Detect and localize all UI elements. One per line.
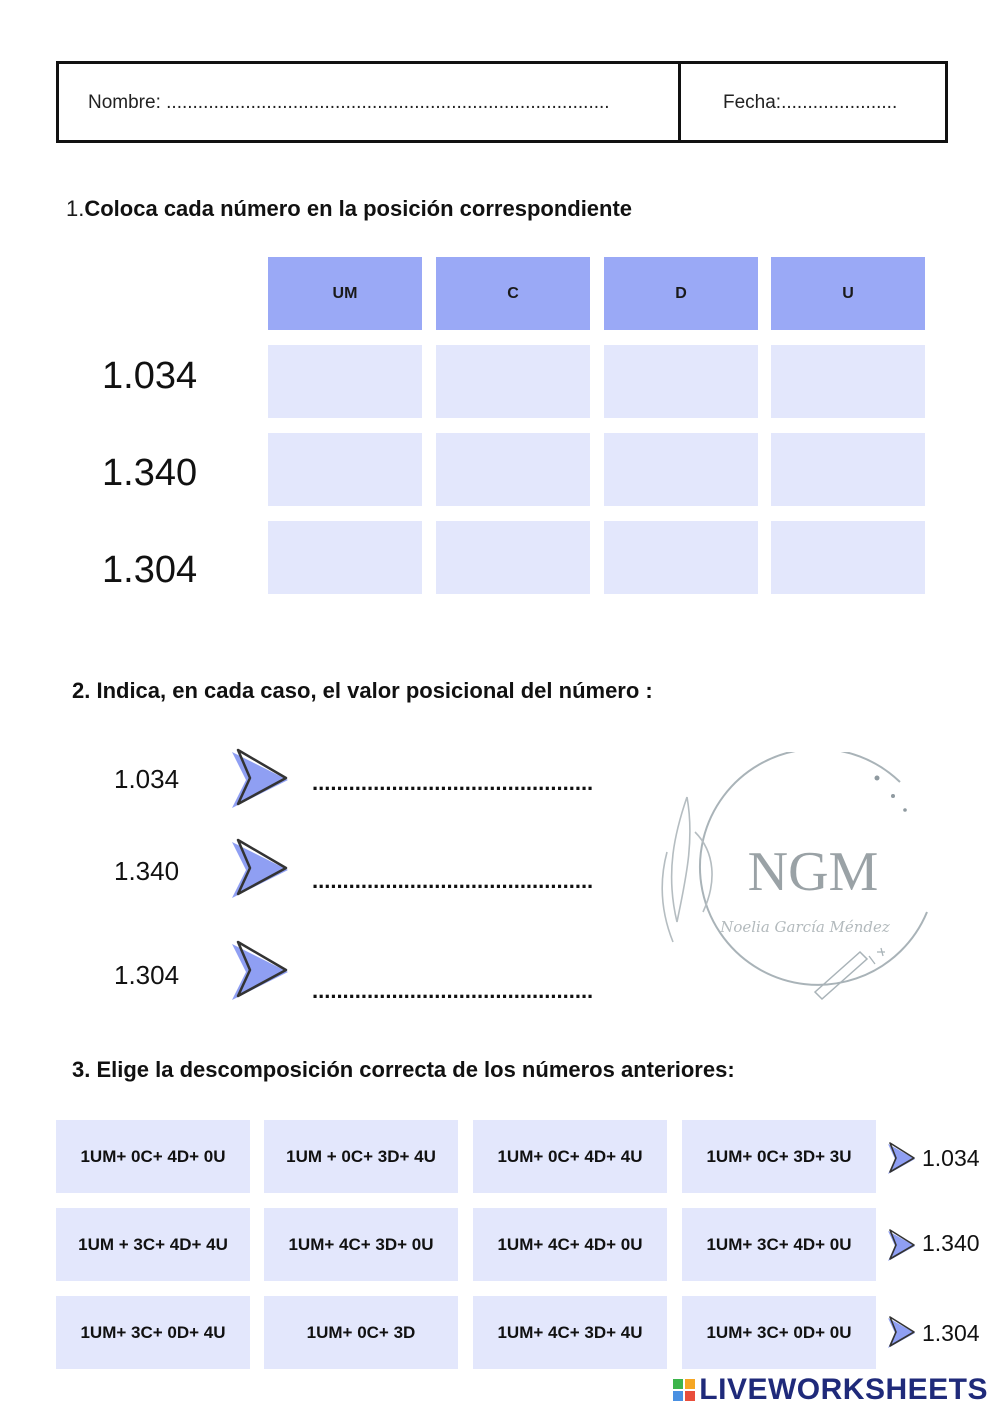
header-divider: [678, 61, 681, 143]
name-field[interactable]: Nombre: ....................................................................................: [88, 92, 610, 113]
decomposition-option[interactable]: 1UM + 3C+ 4D+ 4U: [56, 1208, 250, 1281]
drop-cell[interactable]: [771, 345, 925, 418]
item-number-label: 1.340: [114, 856, 180, 886]
decomposition-option[interactable]: 1UM+ 0C+ 4D+ 0U: [56, 1120, 250, 1193]
decomposition-option[interactable]: 1UM+ 0C+ 4D+ 4U: [473, 1120, 667, 1193]
liveworksheets-brand: [673, 1373, 988, 1407]
arrow-icon: [885, 1316, 917, 1350]
answer-blank[interactable]: ..............................................: [312, 868, 594, 893]
drop-cell[interactable]: [436, 433, 590, 506]
liveworksheets-logo-icon: [673, 1375, 695, 1397]
brand-text: LIVEWORKSHEETS: [699, 1373, 988, 1406]
decomposition-option[interactable]: 1UM+ 0C+ 3D+ 3U: [682, 1120, 876, 1193]
item-number-label: 1.304: [114, 960, 180, 990]
decomposition-option[interactable]: 1UM+ 4C+ 3D+ 0U: [264, 1208, 458, 1281]
column-header-um: UM: [268, 257, 422, 330]
ngm-logo: [655, 752, 940, 1014]
decomposition-option[interactable]: 1UM+ 0C+ 3D: [264, 1296, 458, 1369]
drop-cell[interactable]: [604, 521, 758, 594]
row-number-label: 1.034: [102, 355, 198, 397]
section1-heading: [66, 196, 632, 222]
column-header-d: D: [604, 257, 758, 330]
row-number-label: 1.340: [102, 452, 198, 494]
column-header-u: U: [771, 257, 925, 330]
column-header-c: C: [436, 257, 590, 330]
decomposition-option[interactable]: 1UM+ 3C+ 0D+ 0U: [682, 1296, 876, 1369]
drop-cell[interactable]: [604, 433, 758, 506]
drop-cell[interactable]: [771, 521, 925, 594]
section2-title: 2. Indica, en cada caso, el valor posicional del número :: [72, 678, 653, 703]
drop-cell[interactable]: [436, 345, 590, 418]
target-number-label: 1.034: [922, 1145, 980, 1171]
logo-monogram: NGM: [747, 841, 879, 903]
row-number-label: 1.304: [102, 549, 198, 591]
decomposition-option[interactable]: 1UM+ 4C+ 3D+ 4U: [473, 1296, 667, 1369]
decomposition-option[interactable]: 1UM+ 3C+ 0D+ 4U: [56, 1296, 250, 1369]
decomposition-option[interactable]: 1UM + 0C+ 3D+ 4U: [264, 1120, 458, 1193]
section3-title: 3. Elige la descomposición correcta de los números anteriores:: [72, 1057, 735, 1082]
arrow-icon: [885, 1142, 917, 1176]
decomposition-option[interactable]: 1UM+ 3C+ 4D+ 0U: [682, 1208, 876, 1281]
arrow-icon: [226, 838, 290, 902]
arrow-icon: [885, 1229, 917, 1263]
drop-cell[interactable]: [268, 345, 422, 418]
target-number-label: 1.304: [922, 1320, 980, 1346]
date-field[interactable]: Fecha:......................: [723, 92, 898, 113]
logo-signature: Noelia García Méndez: [720, 918, 890, 936]
answer-blank[interactable]: ..............................................: [312, 978, 594, 1003]
drop-cell[interactable]: [436, 521, 590, 594]
decomposition-option[interactable]: 1UM+ 4C+ 4D+ 0U: [473, 1208, 667, 1281]
drop-cell[interactable]: [771, 433, 925, 506]
answer-blank[interactable]: ..............................................: [312, 770, 594, 795]
section1-number: 1.: [66, 196, 85, 221]
item-number-label: 1.034: [114, 764, 180, 794]
drop-cell[interactable]: [268, 433, 422, 506]
arrow-icon: [226, 940, 290, 1004]
section1-title: Coloca cada número en la posición correspondiente: [84, 196, 633, 221]
drop-cell[interactable]: [604, 345, 758, 418]
target-number-label: 1.340: [922, 1230, 980, 1256]
drop-cell[interactable]: [268, 521, 422, 594]
arrow-icon: [226, 748, 290, 812]
